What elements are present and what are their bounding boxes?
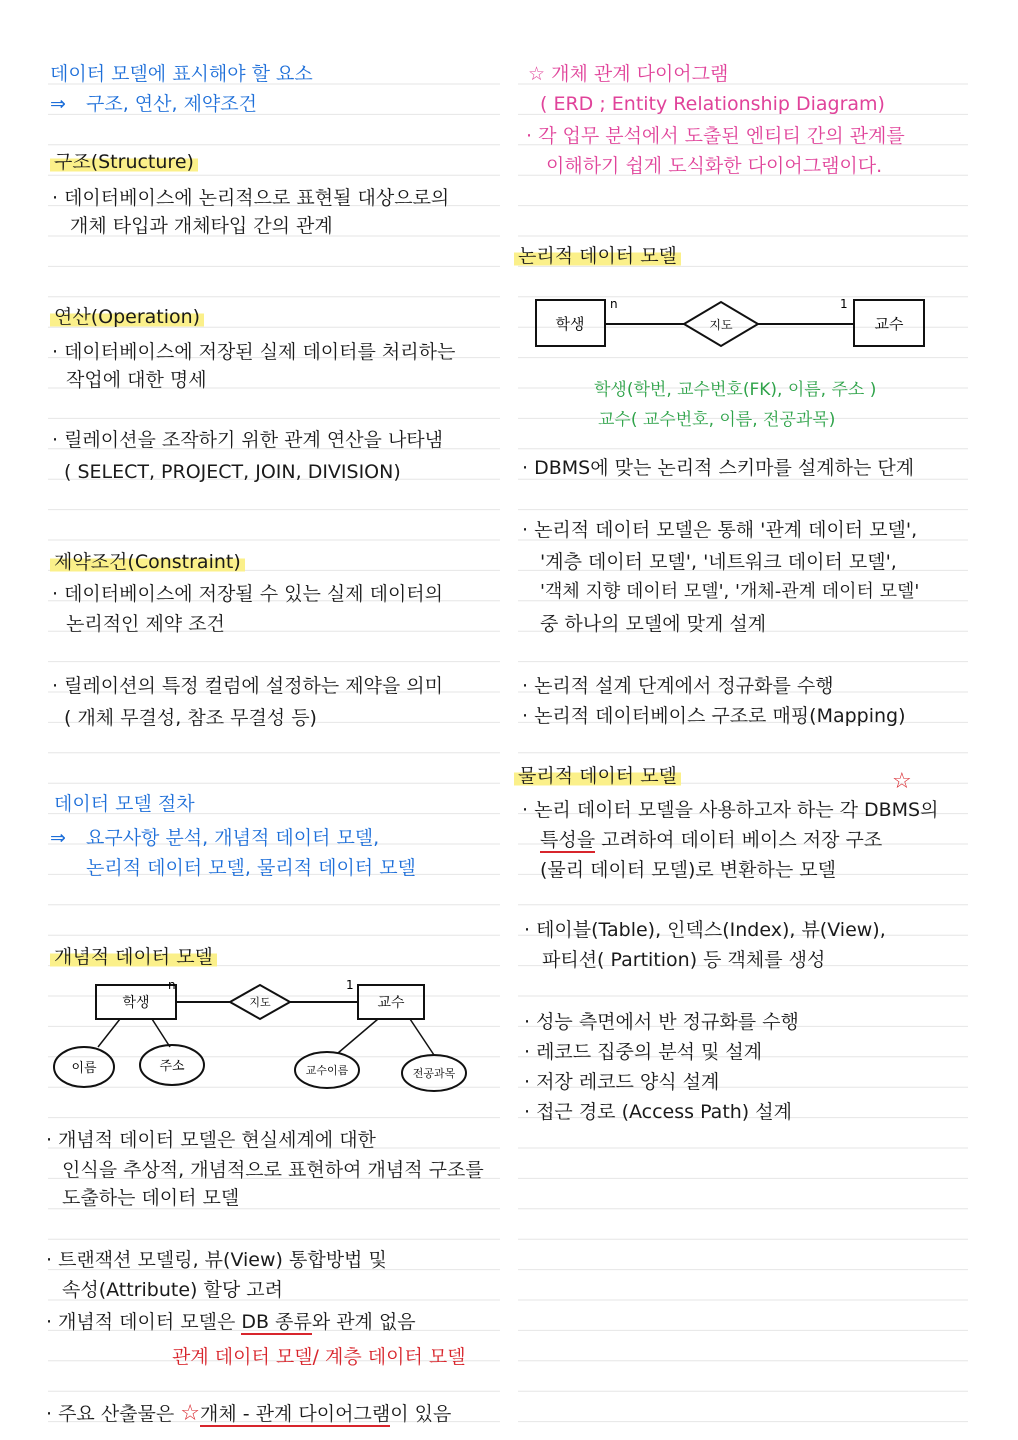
conceptual-bullet1-line2: 인식을 추상적, 개념적으로 표현하여 개념적 구조를: [62, 1159, 484, 1181]
conceptual-bullet3-pre: · 개념적 데이터 모델은: [46, 1311, 242, 1333]
physical-bullet2-line2: 파티션( Partition) 등 객체를 생성: [542, 949, 826, 971]
physical-bullet6: · 접근 경로 (Access Path) 설계: [524, 1101, 792, 1123]
physical-bullet2-line1: · 테이블(Table), 인덱스(Index), 뷰(View),: [524, 919, 886, 941]
conceptual-bullet3-db-type: DB 종류: [241, 1311, 312, 1333]
constraint-bullet1-line2: 논리적인 제약 조건: [66, 613, 225, 635]
conceptual-heading: 개념적 데이터 모델: [50, 945, 217, 969]
procedure-arrow: ⇒: [50, 827, 66, 849]
physical-bullet1-characteristic: 특성을: [540, 829, 596, 851]
logical-schema-student: 학생(학번, 교수번호(FK), 이름, 주소 ): [594, 380, 877, 400]
operation-bullet2-line1: · 릴레이션을 조작하기 위한 관계 연산을 나타냄: [52, 429, 444, 451]
physical-bullet1-line3: (물리 데이터 모델)로 변환하는 모델: [540, 859, 836, 881]
physical-bullet1-line2-rest: 고려하여 데이터 베이스 저장 구조: [595, 829, 883, 851]
conceptual-bullet4: [46, 1402, 451, 1426]
conceptual-attr-name-label: 이름: [71, 1061, 97, 1076]
logical-relation-label: 지도: [709, 318, 733, 332]
conceptual-bullet4-erd: 개체 - 관계 다이어그램: [200, 1403, 391, 1425]
intro-arrow: ⇒: [50, 93, 66, 115]
erd-subtitle: ( ERD ; Entity Relationship Diagram): [540, 93, 885, 115]
intro-title: 데이터 모델에 표시해야 할 요소: [50, 63, 313, 85]
erd-bullet-line2: 이해하기 쉽게 도식화한 다이어그램이다.: [546, 155, 883, 177]
logical-bullet2-line3: '객체 지향 데이터 모델', '개체-관계 데이터 모델': [540, 581, 920, 602]
conceptual-bullet4-post: 이 있음: [390, 1403, 452, 1425]
logical-card-n: n: [610, 297, 618, 311]
physical-bullet4: · 레코드 집중의 분석 및 설계: [524, 1041, 763, 1063]
logical-card-1: 1: [840, 297, 848, 311]
logical-bullet2-line4: 중 하나의 모델에 맞게 설계: [540, 613, 767, 635]
physical-bullet1-line1: · 논리 데이터 모델을 사용하고자 하는 각 DBMS의: [522, 799, 939, 821]
conceptual-card-1: 1: [346, 978, 354, 992]
conceptual-er-diagram: [40, 975, 480, 1100]
conceptual-bullet3: [46, 1310, 416, 1334]
logical-entity-student-label: 학생: [555, 315, 585, 333]
conceptual-bullet1-line1: · 개념적 데이터 모델은 현실세계에 대한: [46, 1129, 376, 1151]
conceptual-attr-prof-name-label: 교수이름: [305, 1064, 349, 1077]
physical-heading: 물리적 데이터 모델: [514, 764, 681, 788]
constraint-bullet2-line1: · 릴레이션의 특정 컬럼에 설정하는 제약을 의미: [52, 675, 444, 697]
intro-items: 구조, 연산, 제약조건: [86, 93, 257, 115]
star-icon: ☆: [180, 1401, 201, 1426]
physical-bullet5: · 저장 레코드 양식 설계: [524, 1071, 720, 1093]
erd-bullet-line1: · 각 업무 분석에서 도출된 엔티티 간의 관계를: [526, 125, 905, 147]
constraint-bullet2-line2: ( 개체 무결성, 참조 무결성 등): [64, 707, 317, 729]
star-icon: ☆: [892, 769, 912, 794]
star-icon: ☆: [528, 63, 546, 85]
conceptual-attr-address-label: 주소: [159, 1059, 185, 1074]
conceptual-card-n: n: [168, 978, 176, 992]
logical-bullet4: · 논리적 데이터베이스 구조로 매핑(Mapping): [522, 705, 906, 727]
conceptual-bullet3-note: 관계 데이터 모델/ 계층 데이터 모델: [172, 1346, 466, 1368]
operation-heading: 연산(Operation): [50, 305, 204, 329]
logical-er-diagram: [530, 292, 930, 356]
erd-title: [528, 62, 728, 86]
structure-heading: 구조(Structure): [50, 150, 198, 174]
logical-bullet3: · 논리적 설계 단계에서 정규화를 수행: [522, 675, 834, 697]
physical-bullet1-line2: [540, 828, 882, 852]
erd-title-text: 개체 관계 다이어그램: [551, 63, 729, 85]
constraint-heading: 제약조건(Constraint): [50, 550, 245, 574]
physical-bullet3: · 성능 측면에서 반 정규화를 수행: [524, 1011, 799, 1033]
operation-bullet1-line2: 작업에 대한 명세: [66, 369, 207, 391]
conceptual-bullet2-line2: 속성(Attribute) 할당 고려: [62, 1279, 283, 1301]
conceptual-entity-student-label: 학생: [122, 995, 150, 1011]
structure-bullet-line1: · 데이터베이스에 논리적으로 표현될 대상으로의: [52, 187, 450, 209]
conceptual-bullet1-line3: 도출하는 데이터 모델: [62, 1187, 240, 1209]
logical-heading: 논리적 데이터 모델: [514, 244, 681, 268]
conceptual-bullet4-pre: · 주요 산출물은: [46, 1403, 181, 1425]
conceptual-bullet2-line1: · 트랜잭션 모델링, 뷰(View) 통합방법 및: [46, 1249, 387, 1271]
procedure-line2: 논리적 데이터 모델, 물리적 데이터 모델: [86, 857, 416, 879]
logical-bullet2-line2: '계층 데이터 모델', '네트워크 데이터 모델',: [540, 551, 897, 573]
procedure-line1: 요구사항 분석, 개념적 데이터 모델,: [86, 827, 380, 849]
conceptual-bullet3-post: 와 관계 없음: [311, 1311, 416, 1333]
logical-bullet1: · DBMS에 맞는 논리적 스키마를 설계하는 단계: [522, 457, 915, 479]
logical-entity-professor-label: 교수: [874, 315, 904, 333]
logical-schema-professor: 교수( 교수번호, 이름, 전공과목): [598, 410, 836, 430]
conceptual-attr-major-label: 전공과목: [412, 1067, 456, 1080]
operation-bullet1-line1: · 데이터베이스에 저장된 실제 데이터를 처리하는: [52, 341, 456, 363]
procedure-title: 데이터 모델 절차: [54, 793, 195, 815]
constraint-bullet1-line1: · 데이터베이스에 저장될 수 있는 실제 데이터의: [52, 583, 444, 605]
operation-bullet2-line2: ( SELECT, PROJECT, JOIN, DIVISION): [64, 461, 401, 483]
conceptual-entity-professor-label: 교수: [377, 995, 405, 1011]
conceptual-relation-label: 지도: [249, 996, 271, 1009]
structure-bullet-line2: 개체 타입과 개체타입 간의 관계: [70, 215, 333, 237]
logical-bullet2-line1: · 논리적 데이터 모델은 통해 '관계 데이터 모델',: [522, 519, 918, 541]
